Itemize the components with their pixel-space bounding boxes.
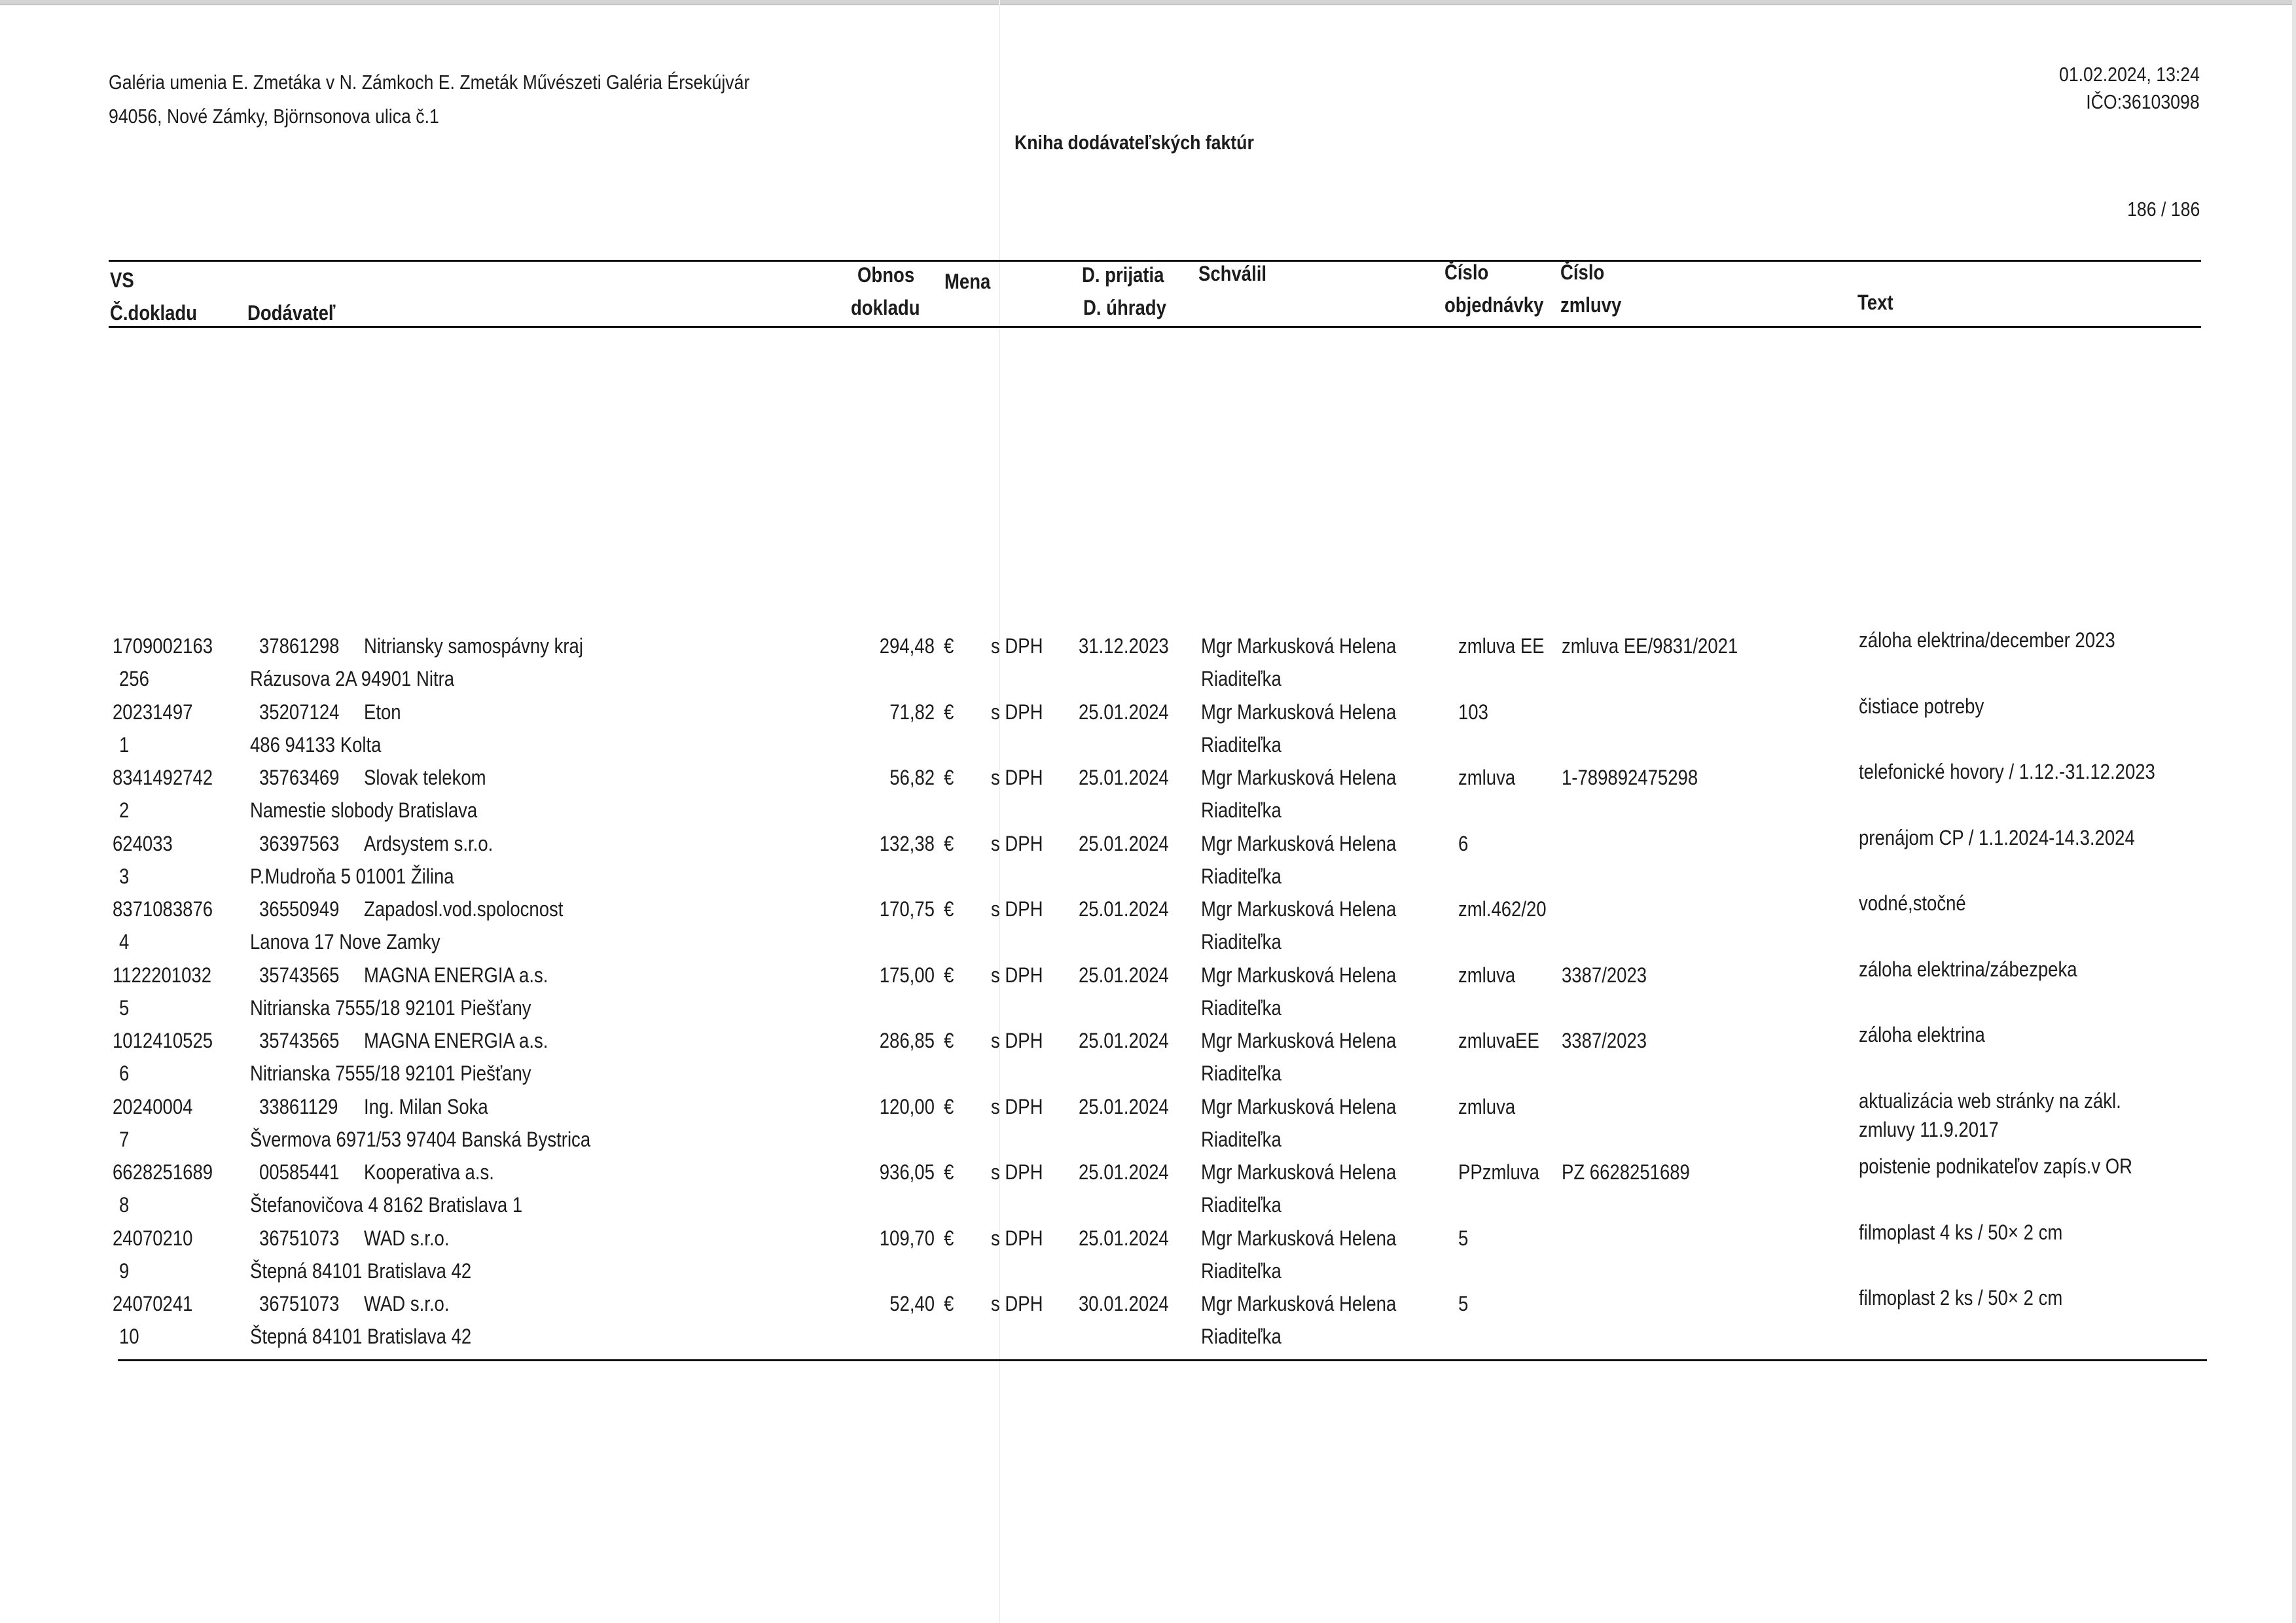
- amount-cell: 120,00: [879, 1094, 935, 1118]
- supplier-name-cell: Ardsystem s.r.o.: [364, 831, 493, 855]
- date-cell: 25.01.2024: [1079, 1160, 1169, 1184]
- vat-cell: s DPH: [991, 634, 1043, 658]
- print-datetime: 01.02.2024, 13:24: [2059, 63, 2200, 86]
- currency-cell: €: [944, 963, 954, 987]
- currency-cell: €: [944, 1292, 954, 1315]
- supplier-name-cell: Eton: [364, 700, 401, 724]
- order-number-cell: zmluva: [1458, 1094, 1516, 1118]
- page-fold: [999, 0, 1000, 1623]
- supplier-address-cell: 486 94133 Kolta: [250, 732, 382, 757]
- doc-number-cell: 3: [119, 864, 130, 888]
- order-number-cell: zmluva EE: [1458, 634, 1545, 658]
- supplier-address-cell: Lanova 17 Nove Zamky: [250, 930, 440, 954]
- vat-cell: s DPH: [991, 1029, 1043, 1052]
- text-cell: telefonické hovory / 1.12.-31.12.2023: [1859, 760, 2155, 783]
- text-cell: filmoplast 2 ks / 50× 2 cm: [1859, 1286, 2063, 1310]
- approver-role-cell: Riaditeľka: [1201, 667, 1282, 690]
- supplier-ico-cell: 35743565: [259, 1029, 340, 1052]
- doc-number-cell: 2: [119, 798, 130, 822]
- text-cell: aktualizácia web stránky na zákl. zmluvy 11.9.2017: [1859, 1088, 2121, 1141]
- currency-cell: €: [944, 831, 954, 855]
- supplier-ico-cell: 33861129: [259, 1094, 338, 1118]
- supplier-address-cell: Nitrianska 7555/18 92101 Piešťany: [250, 1061, 531, 1085]
- doc-number-cell: 7: [119, 1127, 130, 1151]
- approver-role-cell: Riaditeľka: [1201, 864, 1282, 888]
- amount-cell: 109,70: [879, 1226, 935, 1250]
- supplier-name-cell: Nitriansky samospávny kraj: [364, 634, 583, 658]
- order-number-cell: zml.462/20: [1458, 897, 1547, 921]
- order-number-cell: zmluva: [1458, 963, 1516, 987]
- supplier-address-cell: Švermova 6971/53 97404 Banská Bystrica: [250, 1127, 591, 1151]
- amount-cell: 286,85: [879, 1029, 935, 1052]
- vs-cell: 20240004: [113, 1094, 193, 1118]
- date-cell: 25.01.2024: [1079, 1094, 1169, 1118]
- scan-edge-top: [0, 0, 2296, 5]
- currency-cell: €: [944, 634, 954, 658]
- col-zmluvy: zmluvy: [1560, 293, 1622, 317]
- org-address: 94056, Nové Zámky, Björnsonova ulica č.1: [109, 105, 439, 128]
- vat-cell: s DPH: [991, 831, 1043, 855]
- vat-cell: s DPH: [991, 766, 1043, 789]
- col-text: Text: [1857, 291, 1893, 314]
- supplier-address-cell: Rázusova 2A 94901 Nitra: [250, 667, 455, 690]
- vat-cell: s DPH: [991, 1160, 1043, 1184]
- supplier-ico-cell: 35743565: [259, 963, 340, 987]
- approver-role-cell: Riaditeľka: [1201, 1258, 1282, 1283]
- vat-cell: s DPH: [991, 963, 1043, 987]
- order-number-cell: 5: [1458, 1226, 1469, 1250]
- vat-cell: s DPH: [991, 1292, 1043, 1315]
- approver-cell: Mgr Markusková Helena: [1201, 1292, 1397, 1315]
- approver-role-cell: Riaditeľka: [1201, 732, 1282, 757]
- supplier-ico-cell: 35763469: [259, 766, 340, 789]
- supplier-ico-cell: 37861298: [259, 634, 340, 658]
- doc-number-cell: 10: [119, 1325, 139, 1348]
- col-cdokladu: Č.dokladu: [110, 301, 198, 325]
- supplier-address-cell: Nitrianska 7555/18 92101 Piešťany: [250, 995, 531, 1020]
- col-mena: Mena: [944, 270, 991, 293]
- date-cell: 25.01.2024: [1079, 831, 1169, 855]
- approver-role-cell: Riaditeľka: [1201, 1127, 1282, 1151]
- table-rule-bottom: [118, 1359, 2207, 1361]
- vs-cell: 24070241: [113, 1292, 193, 1315]
- text-cell: prenájom CP / 1.1.2024-14.3.2024: [1859, 825, 2135, 849]
- vat-cell: s DPH: [991, 700, 1043, 724]
- text-cell: filmoplast 4 ks / 50× 2 cm: [1859, 1220, 2063, 1244]
- col-vs: VS: [110, 268, 134, 292]
- approver-cell: Mgr Markusková Helena: [1201, 1094, 1397, 1118]
- date-cell: 25.01.2024: [1079, 766, 1169, 789]
- doc-number-cell: 1: [119, 732, 130, 757]
- order-number-cell: 6: [1458, 831, 1469, 855]
- approver-cell: Mgr Markusková Helena: [1201, 897, 1397, 921]
- supplier-name-cell: Zapadosl.vod.spolocnost: [364, 897, 564, 921]
- supplier-ico-cell: 35207124: [259, 700, 340, 724]
- order-number-cell: PPzmluva: [1458, 1160, 1539, 1184]
- vs-cell: 1709002163: [113, 634, 213, 658]
- supplier-name-cell: Ing. Milan Soka: [364, 1094, 488, 1118]
- contract-number-cell: 1-789892475298: [1562, 766, 1698, 789]
- vat-cell: s DPH: [991, 1094, 1043, 1118]
- doc-number-cell: 6: [119, 1061, 130, 1085]
- vs-cell: 1122201032: [113, 963, 212, 987]
- approver-role-cell: Riaditeľka: [1201, 1325, 1282, 1348]
- vs-cell: 6628251689: [113, 1160, 213, 1184]
- date-cell: 30.01.2024: [1079, 1292, 1169, 1315]
- date-cell: 25.01.2024: [1079, 963, 1169, 987]
- col-obnos: Obnos: [857, 263, 915, 287]
- col-cislo-zmluvy: Číslo: [1560, 260, 1605, 284]
- text-cell: poistenie podnikateľov zapís.v OR: [1859, 1154, 2133, 1178]
- currency-cell: €: [944, 766, 954, 789]
- supplier-name-cell: Slovak telekom: [364, 766, 486, 789]
- amount-cell: 132,38: [879, 831, 935, 855]
- supplier-ico-cell: 00585441: [259, 1160, 340, 1184]
- approver-role-cell: Riaditeľka: [1201, 995, 1282, 1020]
- currency-cell: €: [944, 1094, 954, 1118]
- amount-cell: 294,48: [879, 634, 935, 658]
- currency-cell: €: [944, 700, 954, 724]
- currency-cell: €: [944, 1029, 954, 1052]
- contract-number-cell: zmluva EE/9831/2021: [1562, 634, 1738, 658]
- text-cell: čistiace potreby: [1859, 694, 1984, 718]
- approver-role-cell: Riaditeľka: [1201, 798, 1282, 822]
- supplier-address-cell: Štepná 84101 Bratislava 42: [250, 1258, 472, 1283]
- supplier-ico-cell: 36751073: [259, 1226, 340, 1250]
- currency-cell: €: [944, 897, 954, 921]
- col-dodavatel: Dodávateľ: [247, 301, 336, 325]
- supplier-address-cell: P.Mudroňa 5 01001 Žilina: [250, 864, 454, 888]
- approver-cell: Mgr Markusková Helena: [1201, 766, 1397, 789]
- contract-number-cell: 3387/2023: [1562, 963, 1647, 987]
- doc-number-cell: 256: [119, 667, 149, 690]
- supplier-name-cell: WAD s.r.o.: [364, 1226, 450, 1250]
- order-number-cell: 5: [1458, 1292, 1469, 1315]
- supplier-ico-cell: 36550949: [259, 897, 340, 921]
- scan-edge-right: [2292, 0, 2296, 1623]
- vat-cell: s DPH: [991, 897, 1043, 921]
- approver-role-cell: Riaditeľka: [1201, 930, 1282, 954]
- amount-cell: 56,82: [889, 766, 935, 789]
- supplier-ico-cell: 36751073: [259, 1292, 340, 1315]
- date-cell: 25.01.2024: [1079, 1226, 1169, 1250]
- supplier-address-cell: Štepná 84101 Bratislava 42: [250, 1325, 472, 1348]
- col-d-prijatia: D. prijatia: [1082, 263, 1164, 287]
- currency-cell: €: [944, 1160, 954, 1184]
- approver-role-cell: Riaditeľka: [1201, 1061, 1282, 1085]
- text-cell: vodné,stočné: [1859, 891, 1966, 915]
- vs-cell: 8371083876: [113, 897, 213, 921]
- approver-cell: Mgr Markusková Helena: [1201, 831, 1397, 855]
- order-number-cell: 103: [1458, 700, 1488, 724]
- approver-cell: Mgr Markusková Helena: [1201, 700, 1397, 724]
- col-cislo-objednavky: Číslo: [1444, 260, 1489, 284]
- supplier-address-cell: Štefanovičova 4 8162 Bratislava 1: [250, 1193, 523, 1217]
- vs-cell: 8341492742: [113, 766, 213, 789]
- supplier-name-cell: WAD s.r.o.: [364, 1292, 450, 1315]
- date-cell: 25.01.2024: [1079, 1029, 1169, 1052]
- amount-cell: 170,75: [879, 897, 935, 921]
- doc-number-cell: 8: [119, 1193, 130, 1217]
- approver-cell: Mgr Markusková Helena: [1201, 1226, 1397, 1250]
- date-cell: 31.12.2023: [1079, 634, 1169, 658]
- header-rule-bottom: [109, 326, 2201, 328]
- supplier-address-cell: Namestie slobody Bratislava: [250, 798, 478, 822]
- page-number: 186 / 186: [2126, 198, 2200, 221]
- order-number-cell: zmluva: [1458, 766, 1516, 789]
- doc-number-cell: 4: [119, 930, 130, 954]
- supplier-ico-cell: 36397563: [259, 831, 340, 855]
- vat-cell: s DPH: [991, 1226, 1043, 1250]
- supplier-name-cell: MAGNA ENERGIA a.s.: [364, 1029, 548, 1052]
- approver-cell: Mgr Markusková Helena: [1201, 1160, 1397, 1184]
- vs-cell: 1012410525: [113, 1029, 213, 1052]
- org-name: Galéria umenia E. Zmetáka v N. Zámkoch E. Zmeták Művészeti Galéria Érsekújvár: [109, 71, 750, 94]
- ico-number: IČO:36103098: [2086, 90, 2200, 113]
- approver-cell: Mgr Markusková Helena: [1201, 963, 1397, 987]
- amount-cell: 52,40: [889, 1292, 935, 1315]
- col-dokladu: dokladu: [851, 296, 920, 319]
- amount-cell: 936,05: [879, 1160, 935, 1184]
- page-title: Kniha dodávateľských faktúr: [1014, 131, 1254, 154]
- contract-number-cell: PZ 6628251689: [1562, 1160, 1690, 1184]
- contract-number-cell: 3387/2023: [1562, 1029, 1647, 1052]
- text-cell: záloha elektrina: [1859, 1023, 1985, 1046]
- amount-cell: 175,00: [879, 963, 935, 987]
- approver-role-cell: Riaditeľka: [1201, 1193, 1282, 1217]
- date-cell: 25.01.2024: [1079, 700, 1169, 724]
- doc-number-cell: 9: [119, 1258, 130, 1283]
- amount-cell: 71,82: [889, 700, 935, 724]
- col-d-uhrady: D. úhrady: [1083, 296, 1166, 319]
- vs-cell: 624033: [113, 831, 173, 855]
- text-cell: záloha elektrina/zábezpeka: [1859, 957, 2077, 981]
- supplier-name-cell: MAGNA ENERGIA a.s.: [364, 963, 548, 987]
- approver-cell: Mgr Markusková Helena: [1201, 1029, 1397, 1052]
- order-number-cell: zmluvaEE: [1458, 1029, 1539, 1052]
- date-cell: 25.01.2024: [1079, 897, 1169, 921]
- col-objednavky: objednávky: [1444, 293, 1544, 317]
- currency-cell: €: [944, 1226, 954, 1250]
- vs-cell: 20231497: [113, 700, 193, 724]
- doc-number-cell: 5: [119, 995, 130, 1020]
- col-schvalil: Schválil: [1198, 262, 1267, 285]
- text-cell: záloha elektrina/december 2023: [1859, 628, 2115, 652]
- approver-cell: Mgr Markusková Helena: [1201, 634, 1397, 658]
- vs-cell: 24070210: [113, 1226, 193, 1250]
- supplier-name-cell: Kooperativa a.s.: [364, 1160, 494, 1184]
